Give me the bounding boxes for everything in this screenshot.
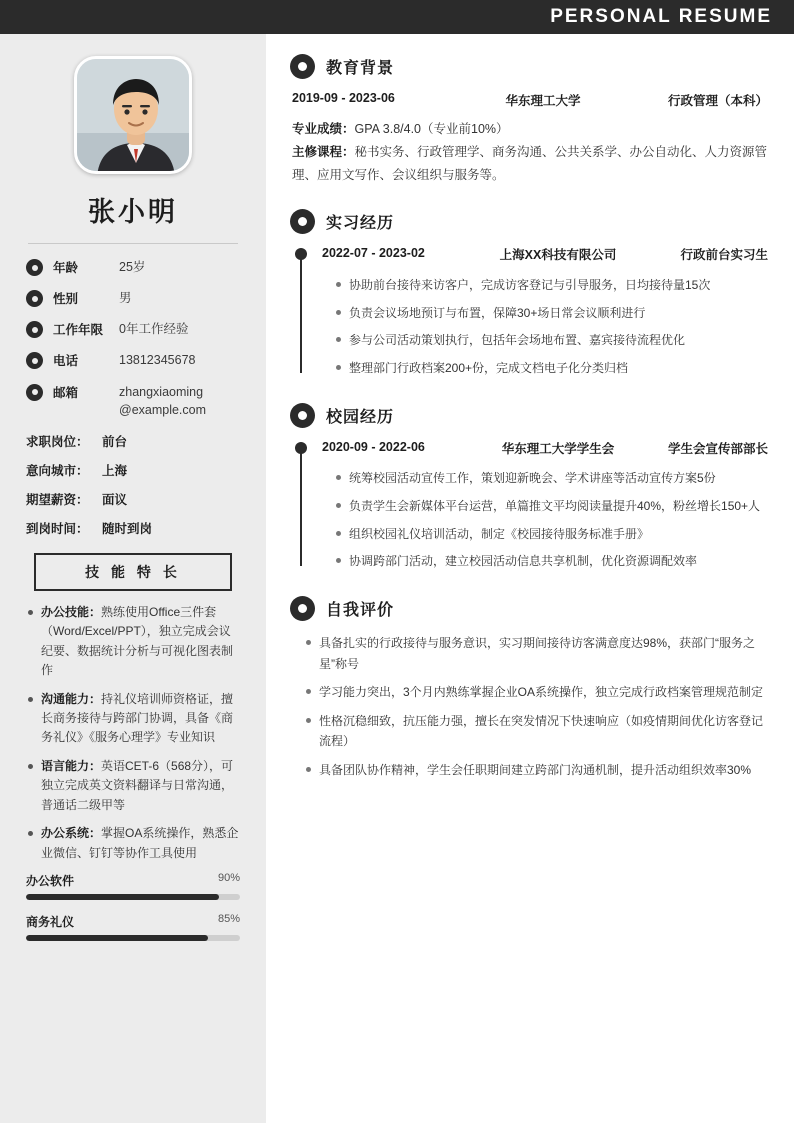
info-row: [26, 383, 240, 419]
job-label: 求职岗位：: [26, 434, 89, 449]
info-label: 电话: [53, 354, 79, 369]
list-item: [334, 468, 768, 489]
education-row: [292, 91, 768, 109]
progress-fill: [26, 935, 208, 941]
job-value: 随时到岗: [102, 521, 153, 536]
list-item: [26, 603, 240, 681]
mail-icon: [26, 384, 43, 401]
list-item: [334, 358, 768, 379]
skill-name: 办公系统：: [41, 826, 102, 841]
section-marker-icon: [290, 403, 315, 428]
bullet-text: 负责会议场地预订与布置，保障30+场日常会议顺利进行: [349, 305, 646, 320]
list-item: [304, 633, 768, 674]
skill-bar-percent: 90%: [217, 872, 240, 884]
job-label: 意向城市：: [26, 463, 89, 478]
circle-icon: [26, 290, 43, 307]
job-value: 面议: [102, 492, 128, 507]
timeline-bullets: [334, 275, 768, 379]
section-title: 实习经历: [326, 215, 395, 233]
bullet-text: 具备扎实的行政接待与服务意识，实习期间接待访客满意度达98%，获部门“服务之星”称号: [319, 635, 756, 671]
circle-icon: [26, 259, 43, 276]
job-value: 前台: [102, 434, 128, 449]
timeline-dot-icon: [295, 442, 307, 454]
bullet-dot-icon: [336, 282, 341, 287]
bullet-text: 具备团队协作精神，学生会任职期间建立跨部门沟通机制，提升活动组织效率30%: [319, 763, 752, 777]
info-value: 男: [119, 291, 132, 306]
bullet-dot-icon: [336, 503, 341, 508]
bullet-dot-icon: [336, 337, 341, 342]
self-evaluation-list: [304, 633, 768, 781]
section-title: 校园经历: [326, 408, 395, 426]
info-value: 13812345678: [119, 353, 196, 368]
bullet-dot-icon: [306, 767, 311, 772]
timeline-dot-icon: [295, 248, 307, 260]
timeline: [300, 246, 768, 378]
job-value: 上海: [102, 463, 128, 478]
job-row: [26, 461, 240, 479]
info-label: 性别: [53, 292, 79, 307]
info-value: 0年工作经验: [119, 322, 189, 337]
bullet-text: 组织校园礼仪培训活动，制定《校园接待服务标准手册》: [349, 526, 650, 541]
info-value: zhangxiaoming@example.com: [119, 384, 207, 417]
bullet-dot-icon: [28, 831, 33, 836]
list-item: [304, 711, 768, 752]
timeline-entry-header: [322, 440, 768, 459]
skill-text: 持礼仪培训师资格证，擅长商务接待与跨部门协调，具备《商务礼仪》《服务心理学》专业知识: [41, 691, 234, 745]
progress-track: [26, 894, 240, 900]
list-item: [334, 524, 768, 545]
section-marker-icon: [290, 209, 315, 234]
job-label: 期望薪资：: [26, 492, 89, 507]
list-item: [334, 496, 768, 517]
bullet-dot-icon: [336, 531, 341, 536]
list-item: [334, 330, 768, 351]
section-internship: [290, 209, 768, 378]
list-item: [26, 824, 240, 863]
timeline: [300, 440, 768, 572]
job-row: [26, 490, 240, 508]
skills-list: [26, 603, 240, 863]
skills-section-title: 技 能 特 长: [34, 553, 232, 591]
entry-role: 行政前台实习生: [680, 248, 768, 263]
list-item: [304, 682, 768, 703]
bullet-dot-icon: [336, 558, 341, 563]
info-label: 邮箱: [53, 385, 79, 400]
skill-bar-label: 商务礼仪: [26, 915, 75, 929]
section-campus: [290, 403, 768, 572]
education-courses-value: 秘书实务、行政管理学、商务沟通、公共关系学、办公自动化、人力资源管理、应用文写作、会议组织与服务等。: [292, 145, 768, 183]
info-value: 25岁: [119, 260, 146, 274]
list-item: [334, 551, 768, 572]
education-major: 行政管理（本科）: [667, 94, 768, 108]
main-content: [266, 34, 794, 1123]
section-education: [290, 54, 768, 187]
circle-icon: [26, 321, 43, 338]
page-title: PERSONAL RESUME: [550, 6, 772, 27]
bullet-dot-icon: [28, 764, 33, 769]
skill-bars: [26, 872, 240, 941]
divider: [28, 243, 238, 244]
bullet-text: 参与公司活动策划执行，包括年会场地布置、嘉宾接待流程优化: [349, 333, 686, 348]
bullet-dot-icon: [336, 310, 341, 315]
education-gpa: [292, 118, 768, 141]
bullet-dot-icon: [306, 640, 311, 645]
progress-fill: [26, 894, 219, 900]
list-item: [334, 275, 768, 296]
avatar-illustration: [77, 59, 192, 174]
bullet-text: 负责学生会新媒体平台运营，单篇推文平均阅读量提升40%，粉丝增长150+人: [349, 499, 761, 513]
progress-track: [26, 935, 240, 941]
education-courses-label: 主修课程：: [292, 145, 355, 160]
info-label: 工作年限: [53, 323, 104, 338]
education-school: 华东理工大学: [505, 94, 581, 108]
bullet-dot-icon: [336, 475, 341, 480]
timeline-entry-header: [322, 246, 768, 265]
section-self-evaluation: [290, 596, 768, 781]
skill-bar: [26, 872, 240, 900]
info-label: 年龄: [53, 261, 79, 275]
skill-name: 语言能力：: [41, 758, 102, 773]
section-marker-icon: [290, 596, 315, 621]
education-date: 2019-09 - 2023-06: [292, 91, 395, 105]
info-row: [26, 351, 240, 369]
skill-text: 熟练使用Office三件套（Word/Excel/PPT），独立完成会议纪要、数据统计分析与可视化图表制作: [41, 604, 234, 678]
bullet-dot-icon: [28, 610, 33, 615]
skill-text: 英语CET-6（568分），可独立完成英文资料翻译与日常沟通，普通话二级甲等: [41, 758, 234, 812]
bullet-text: 统筹校园活动宣传工作，策划迎新晚会、学术讲座等活动宣传方案5份: [349, 471, 716, 486]
education-gpa-value: GPA 3.8/4.0（专业前10%）: [354, 122, 509, 136]
job-row: [26, 432, 240, 450]
bullet-dot-icon: [28, 697, 33, 702]
bullet-text: 协调跨部门活动，建立校园活动信息共享机制，优化资源调配效率: [349, 554, 698, 569]
job-intent-list: [26, 432, 240, 537]
job-label: 到岗时间：: [26, 521, 89, 536]
avatar: [74, 56, 192, 174]
bullet-text: 性格沉稳细致，抗压能力强，擅长在突发情况下快速响应（如疫情期间优化访客登记流程）: [319, 713, 764, 749]
entry-date: 2022-07 - 2023-02: [322, 246, 425, 261]
bullet-dot-icon: [306, 718, 311, 723]
skill-name: 办公技能：: [41, 604, 102, 619]
entry-role: 学生会宣传部部长: [667, 441, 768, 456]
bullet-text: 学习能力突出，3个月内熟练掌握企业OA系统操作，独立完成行政档案管理规范制定: [319, 685, 764, 700]
page-header: [0, 0, 794, 34]
bullet-dot-icon: [306, 689, 311, 694]
bullet-text: 协助前台接待来访客户，完成访客登记与引导服务，日均接待量15次: [349, 278, 711, 293]
skill-bar: [26, 913, 240, 941]
skill-name: 沟通能力：: [41, 691, 102, 706]
section-marker-icon: [290, 54, 315, 79]
personal-info-list: [26, 258, 240, 419]
education-courses: [292, 141, 768, 187]
education-gpa-label: 专业成绩：: [292, 122, 355, 136]
skill-text: 掌握OA系统操作，熟悉企业微信、钉钉等协作工具使用: [41, 826, 239, 860]
skill-bar-label: 办公软件: [26, 874, 75, 888]
info-row: [26, 289, 240, 307]
candidate-name: 张小明: [88, 197, 178, 227]
sidebar: [0, 34, 266, 1123]
bullet-dot-icon: [336, 365, 341, 370]
list-item: [26, 757, 240, 815]
entry-org: 上海XX科技有限公司: [499, 248, 617, 263]
section-title: 自我评价: [326, 601, 395, 619]
phone-icon: [26, 352, 43, 369]
bullet-text: 整理部门行政档案200+份，完成文档电子化分类归档: [349, 361, 629, 375]
info-row: [26, 258, 240, 276]
list-item: [26, 690, 240, 748]
list-item: [334, 303, 768, 324]
list-item: [304, 760, 768, 781]
entry-date: 2020-09 - 2022-06: [322, 439, 425, 454]
job-row: [26, 519, 240, 537]
section-title: 教育背景: [326, 60, 395, 77]
skill-bar-percent: 85%: [217, 913, 240, 925]
timeline-bullets: [334, 468, 768, 572]
info-row: [26, 320, 240, 338]
entry-org: 华东理工大学学生会: [501, 441, 615, 456]
